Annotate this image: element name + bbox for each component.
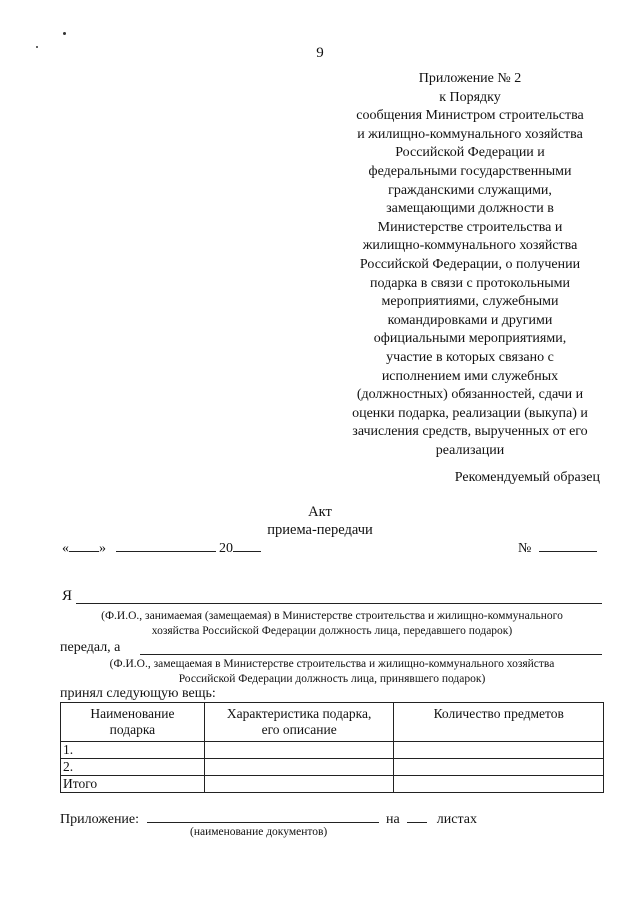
appendix-line: подарка в связи с протокольными [370,275,570,291]
receiver-note-line2: Российской Федерации должность лица, принявшего подарок) [178,673,486,685]
header-gift-description: Характеристика подарка, его описание [204,703,394,742]
appendix-line: гражданскими служащими, [388,182,552,198]
receiver-name-blank[interactable] [140,654,602,655]
appendix-line: оценки подарка, реализации (выкупа) и [352,405,588,421]
attachment-documents-blank[interactable] [147,810,379,823]
act-number-line [518,539,597,557]
attachment-note: (наименование документов) [190,826,328,838]
row-label: 2. [61,759,205,776]
appendix-line: исполнением ими служебных [381,368,559,384]
giver-row [62,588,602,605]
appendix-line: Российской Федерации, о получении [359,256,581,272]
giver-note-line1: (Ф.И.О., занимаемая (замещаемая) в Министерстве строительства и жилищно-коммунального [101,610,563,622]
on-label: на [386,812,400,827]
gift-table [60,702,604,793]
month-blank[interactable] [116,539,216,552]
receiver-note-line1: (Ф.И.О., замещаемая в Министерстве строительства и жилищно-коммунального хозяйства [109,658,555,670]
sheets-label: листах [436,812,477,827]
appendix-header [330,70,610,460]
table-header-row [61,703,604,742]
act-subheading: приема-передачи [267,522,373,538]
giver-note-line2: хозяйства Российской Федерации должность лица, передавшего подарок) [151,625,513,637]
table-cell[interactable] [204,742,394,759]
table-cell[interactable] [394,742,604,759]
act-number-blank[interactable] [539,539,597,552]
appendix-line: федеральными государственными [368,163,572,179]
date-line [62,539,261,557]
date-close-quote: » [99,541,106,556]
page-number: 9 [316,45,324,61]
attachment-label: Приложение: [60,812,140,827]
year-prefix: 20 [219,541,233,556]
appendix-line: мероприятиями, служебными [381,294,559,310]
table-cell[interactable] [204,776,394,793]
appendix-line: Министерстве строительства и [377,219,563,235]
appendix-line: замещающими должности в [386,201,554,217]
appendix-line: Приложение № 2 [418,71,522,86]
table-cell[interactable] [394,776,604,793]
number-sign: № [518,541,532,556]
sheets-count-blank[interactable] [407,810,427,823]
appendix-line: жилищно-коммунального хозяйства [362,238,578,254]
date-open-quote: « [62,541,69,556]
appendix-line: командировками и другими [387,312,553,328]
row-label: Итого [61,776,205,793]
table-row [61,759,604,776]
passed-label: передал, а [60,640,121,655]
appendix-line: реализации [435,442,505,458]
receiver-note [62,657,602,687]
appendix-line: официальными мероприятиями, [373,331,567,347]
act-heading: Акт [308,504,332,520]
act-title [0,503,640,539]
giver-name-blank[interactable] [76,603,602,604]
appendix-line: сообщения Министром строительства [356,108,584,124]
table-cell[interactable] [394,759,604,776]
day-blank[interactable] [69,539,99,552]
appendix-line: участие в которых связано с [386,349,554,365]
appendix-line: (должностных) обязанностей, сдачи и [356,387,584,403]
table-cell[interactable] [204,759,394,776]
year-blank[interactable] [233,539,261,552]
recommended-sample-label: Рекомендуемый образец [454,470,600,485]
scan-speck [63,32,66,35]
received-label: принял следующую вещь: [60,686,216,701]
appendix-line: Российской Федерации и [395,145,545,161]
header-gift-name: Наименование подарка [61,703,205,742]
passed-row [60,640,602,656]
appendix-line: зачисления средств, вырученных от его [352,424,588,440]
row-label: 1. [61,742,205,759]
table-row [61,742,604,759]
appendix-line: и жилищно-коммунального хозяйства [357,126,583,142]
appendix-line: к Порядку [439,89,501,105]
table-row [61,776,604,793]
ya-label: Я [62,588,73,604]
giver-note [62,609,602,639]
header-quantity: Количество предметов [394,703,604,742]
